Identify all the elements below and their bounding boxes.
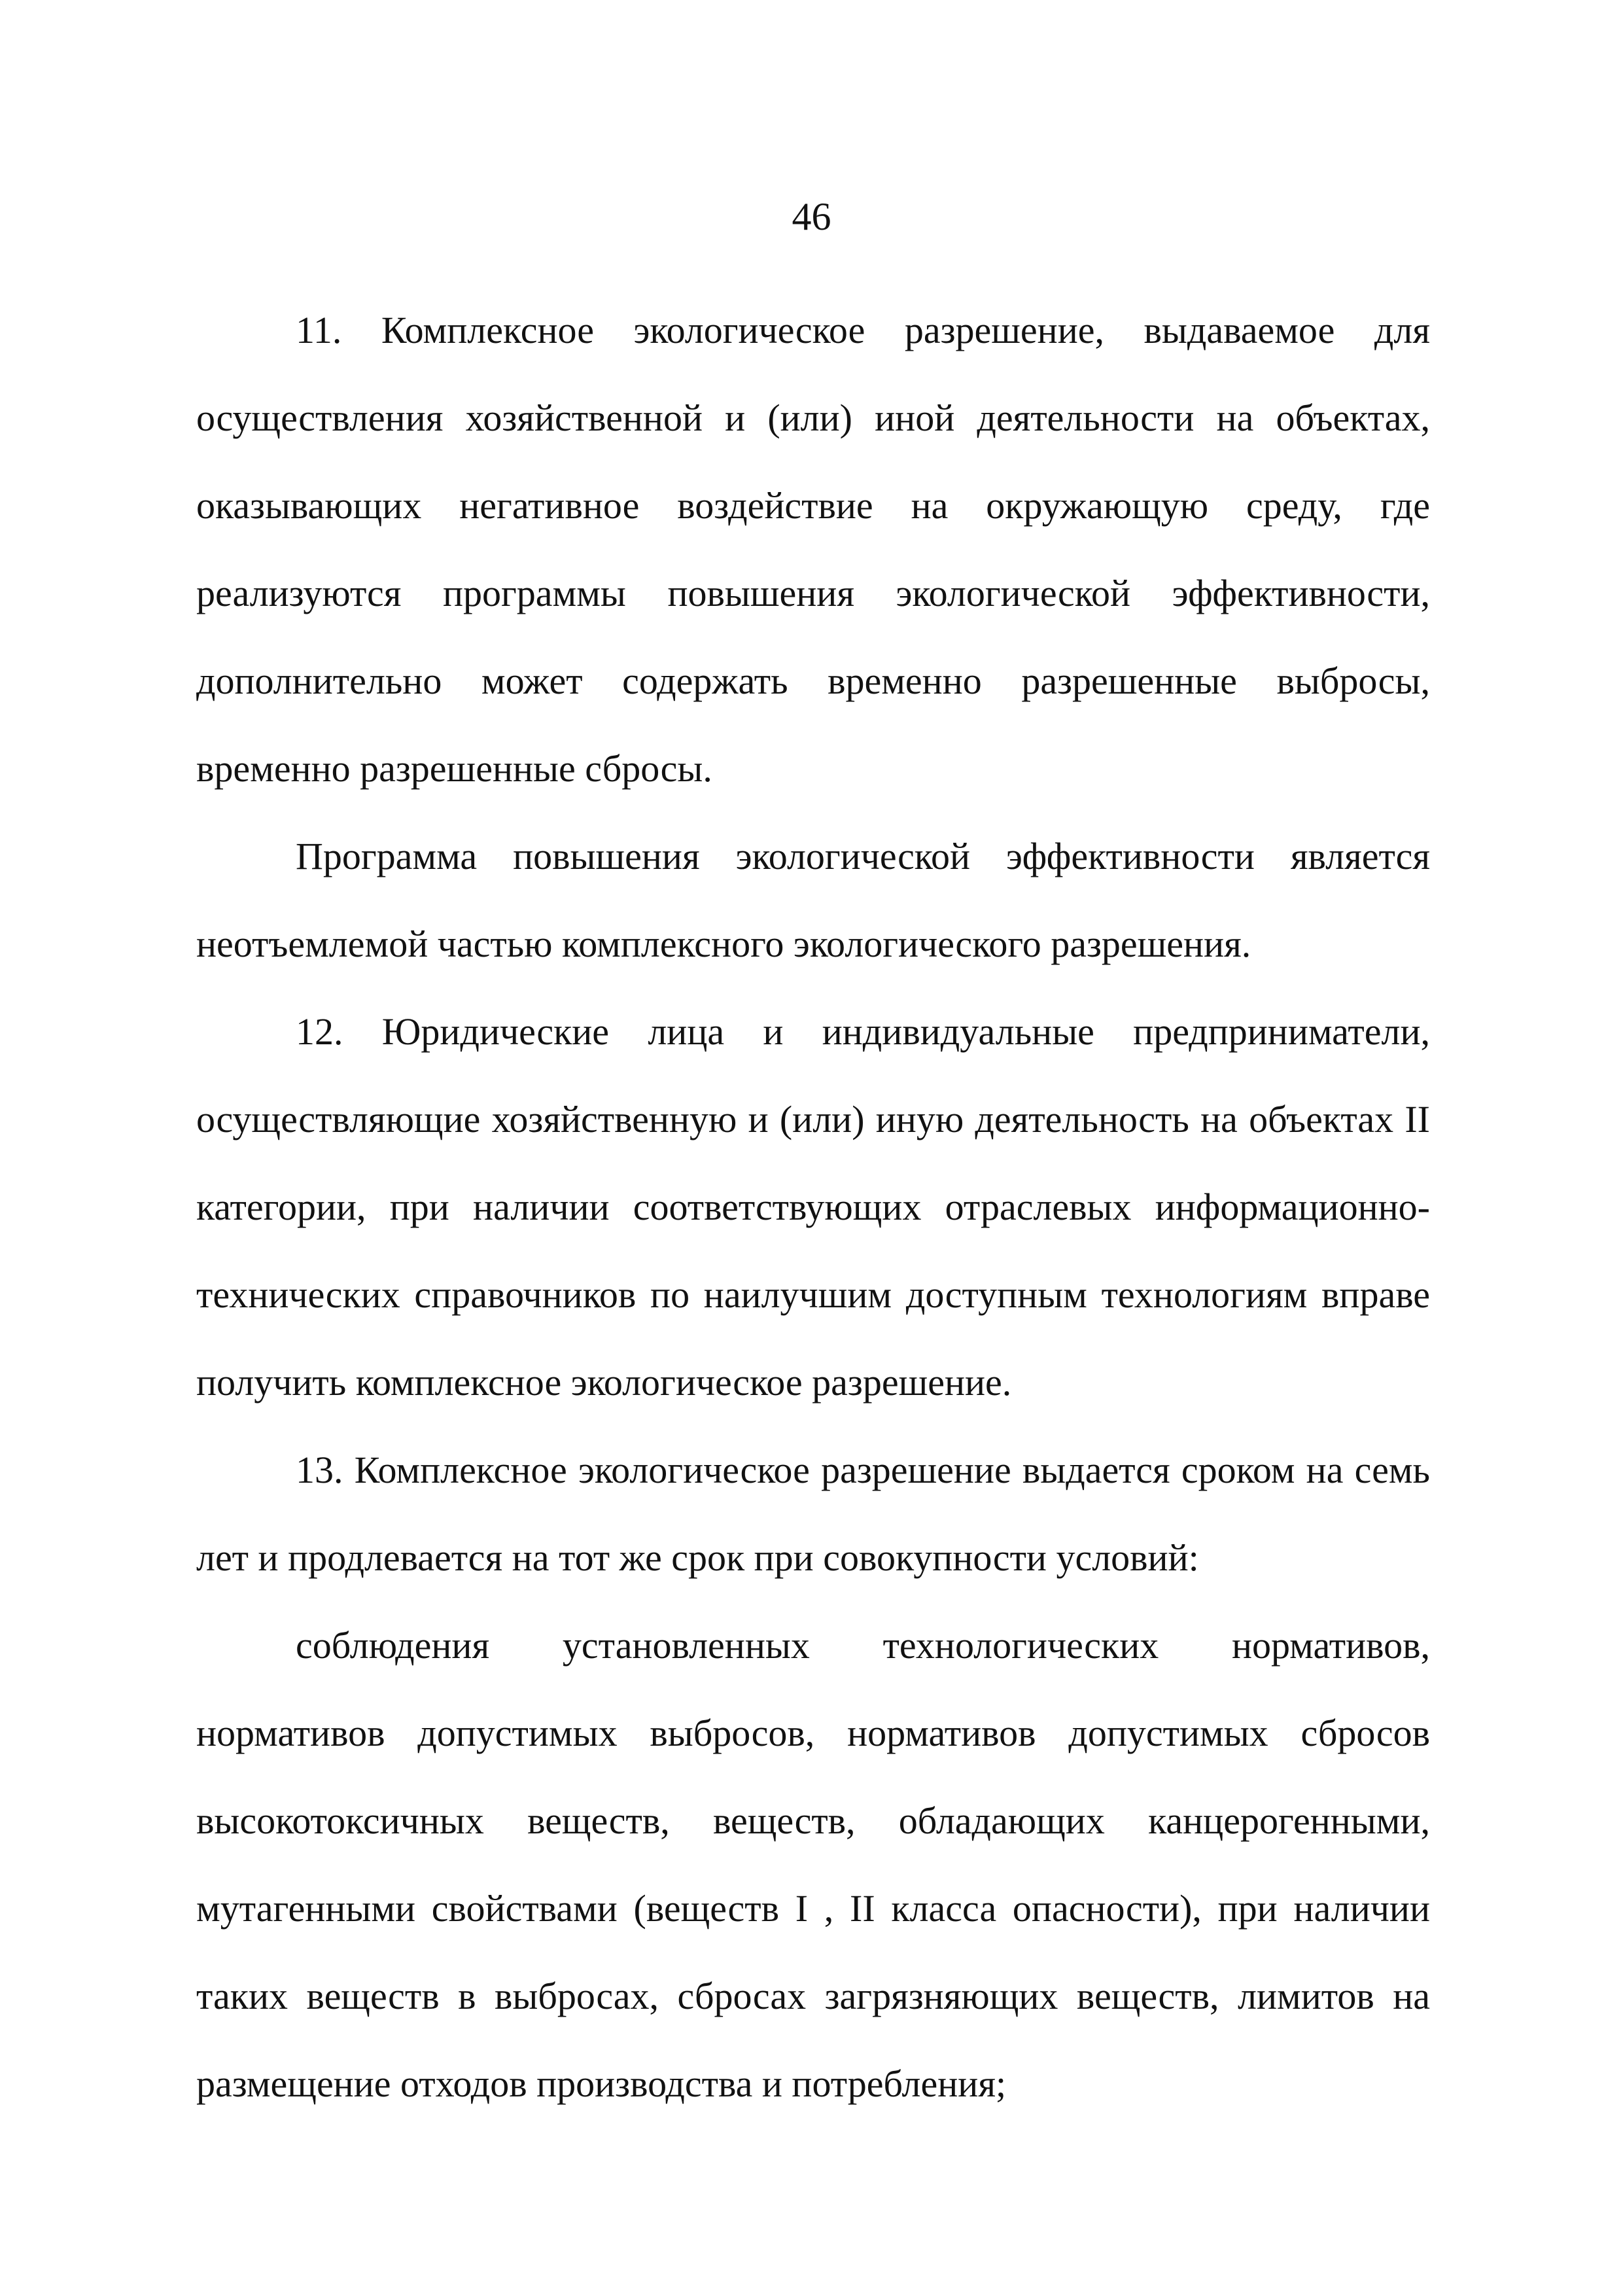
paragraph-condition-compliance: соблюдения установленных технологических нормативов, нормативов допустимых выбросов, нормативов допустимых сбросов высокотоксичных веществ, веществ, обладающих канцерогенными, мутагенными свойствами (веществ I , II класса опасности), при наличии таких веществ в выбросах, сбросах загрязняющих веществ, лимитов на размещение отходов производства и потребления; bbox=[196, 1624, 1430, 2105]
paragraph-12-category-ii: 12. Юридические лица и индивидуальные предприниматели, осуществляющие хозяйственную и (или) иную деятельность на объектах II категории, при наличии соответствующих отраслевых информационно-технических справочников по наилучшим доступным технологиям вправе получить комплексное экологическое разрешение. bbox=[196, 1010, 1430, 1404]
document-body bbox=[196, 287, 1430, 2128]
paragraph-11-permit-content: 11. Комплексное экологическое разрешение, выдаваемое для осуществления хозяйственной и (или) иной деятельности на объектах, оказывающих негативное воздействие на окружающую среду, где реализуются программы повышения экологической эффективности, дополнительно может содержать временно разрешенные выбросы, временно разрешенные сбросы. bbox=[196, 309, 1430, 790]
paragraph-program-part-of-permit: Программа повышения экологической эффективности является неотъемлемой частью комплексного экологического разрешения. bbox=[196, 835, 1430, 965]
paragraph-13-permit-term: 13. Комплексное экологическое разрешение выдается сроком на семь лет и продлевается на тот же срок при совокупности условий: bbox=[196, 1449, 1430, 1579]
page-number: 46 bbox=[792, 195, 831, 238]
